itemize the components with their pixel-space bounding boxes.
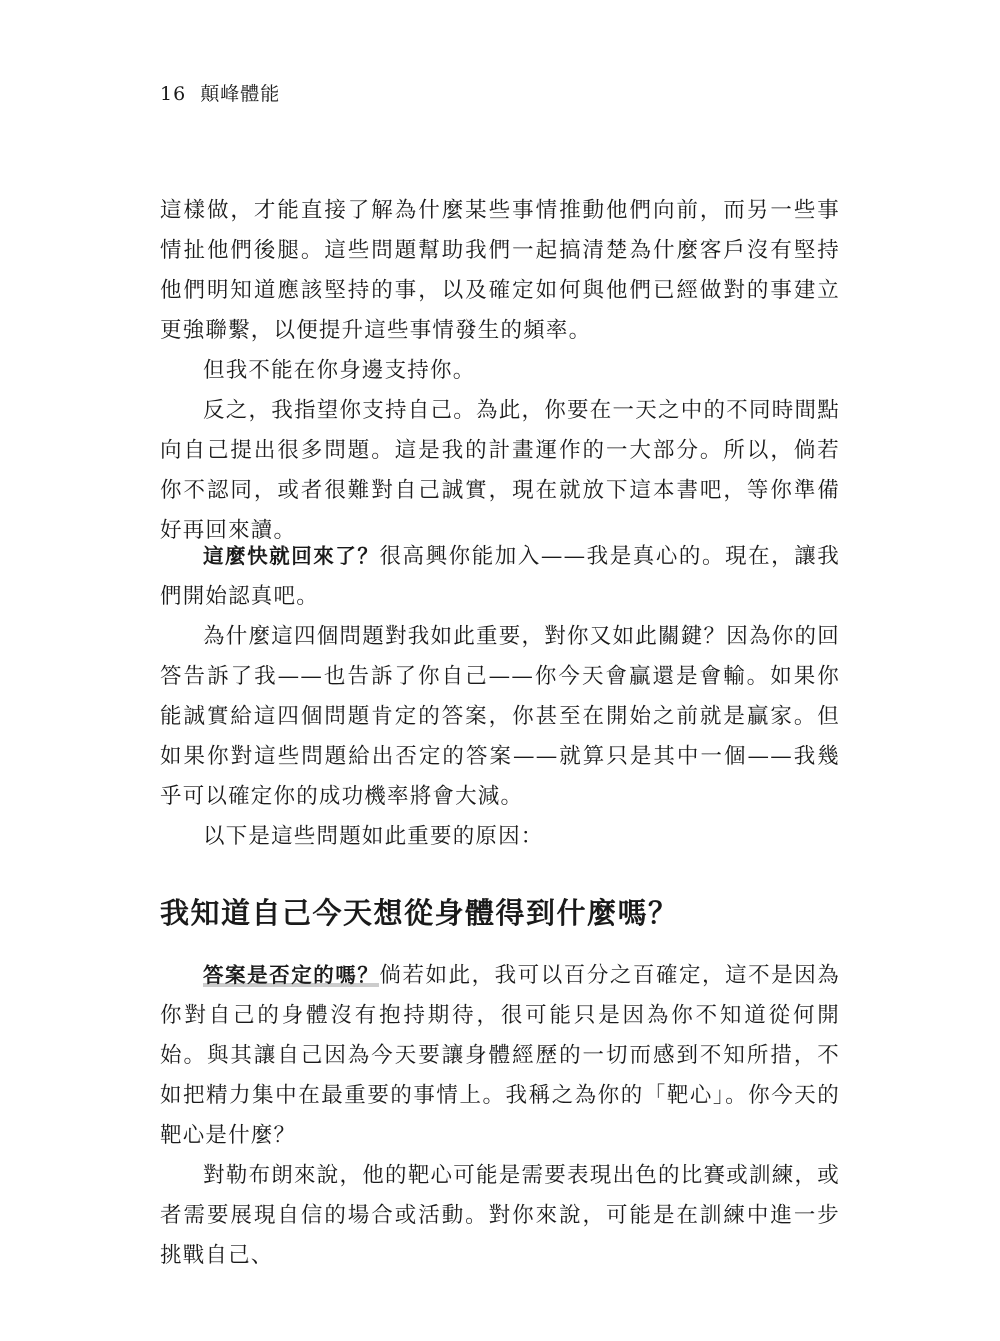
section-heading: 我知道自己今天想從身體得到什麼嗎？ bbox=[160, 896, 679, 930]
paragraph: 反之，我指望你支持自己。為此，你要在一天之中的不同時間點向自己提出很多問題。這是我的計畫運作的一大部分。所以，倘若你不認同，或者很難對自己誠實，現在就放下這本書吧，等你準備好再回來讀。 bbox=[160, 398, 840, 543]
paragraph: 但我不能在你身邊支持你。 bbox=[203, 358, 476, 383]
book-title: 顛峰體能 bbox=[200, 83, 281, 105]
running-head bbox=[160, 82, 280, 106]
text-block-3 bbox=[160, 955, 840, 1276]
paragraph: 以下是這些問題如此重要的原因： bbox=[203, 824, 544, 849]
text-block-1 bbox=[160, 191, 840, 551]
text-block-2 bbox=[160, 536, 840, 857]
paragraph-text: 很高興你能加入——我是真心的。現在，讓我們開始認真吧。 bbox=[160, 544, 840, 609]
paragraph: 對勒布朗來說，他的靶心可能是需要表現出色的比賽或訓練，或者需要展現自信的場合或活動。對你來說，可能是在訓練中進一步挑戰自己、 bbox=[160, 1163, 840, 1268]
paragraph bbox=[160, 955, 840, 1156]
paragraph-text: 倘若如此，我可以百分之百確定，這不是因為你對自己的身體沒有抱持期待，很可能只是因為你不知道從何開始。與其讓自己因為今天要讓身體經歷的一切而感到不知所措，不如把精力集中在最重要的事情上。我稱之為你的「靶心」。你今天的靶心是什麼？ bbox=[160, 963, 840, 1148]
paragraph: 為什麼這四個問題對我如此重要，對你又如此關鍵？因為你的回答告訴了我——也告訴了你自己——你今天會贏還是會輸。如果你能誠實給這四個問題肯定的答案，你甚至在開始之前就是贏家。但如果你對這些問題給出否定的答案——就算只是其中一個——我幾乎可以確定你的成功機率將會大減。 bbox=[160, 624, 840, 809]
paragraph bbox=[160, 536, 840, 617]
page-number: 16 bbox=[160, 83, 187, 105]
paragraph: 這樣做，才能直接了解為什麼某些事情推動他們向前，而另一些事情扯他們後腿。這些問題幫助我們一起搞清楚為什麼客戶沒有堅持他們明知道應該堅持的事，以及確定如何與他們已經做對的事建立更強聯繫，以便提升這些事情發生的頻率。 bbox=[160, 198, 840, 343]
paragraph-lead: 答案是否定的嗎？ bbox=[203, 963, 380, 987]
paragraph-lead: 這麼快就回來了？ bbox=[203, 544, 380, 568]
